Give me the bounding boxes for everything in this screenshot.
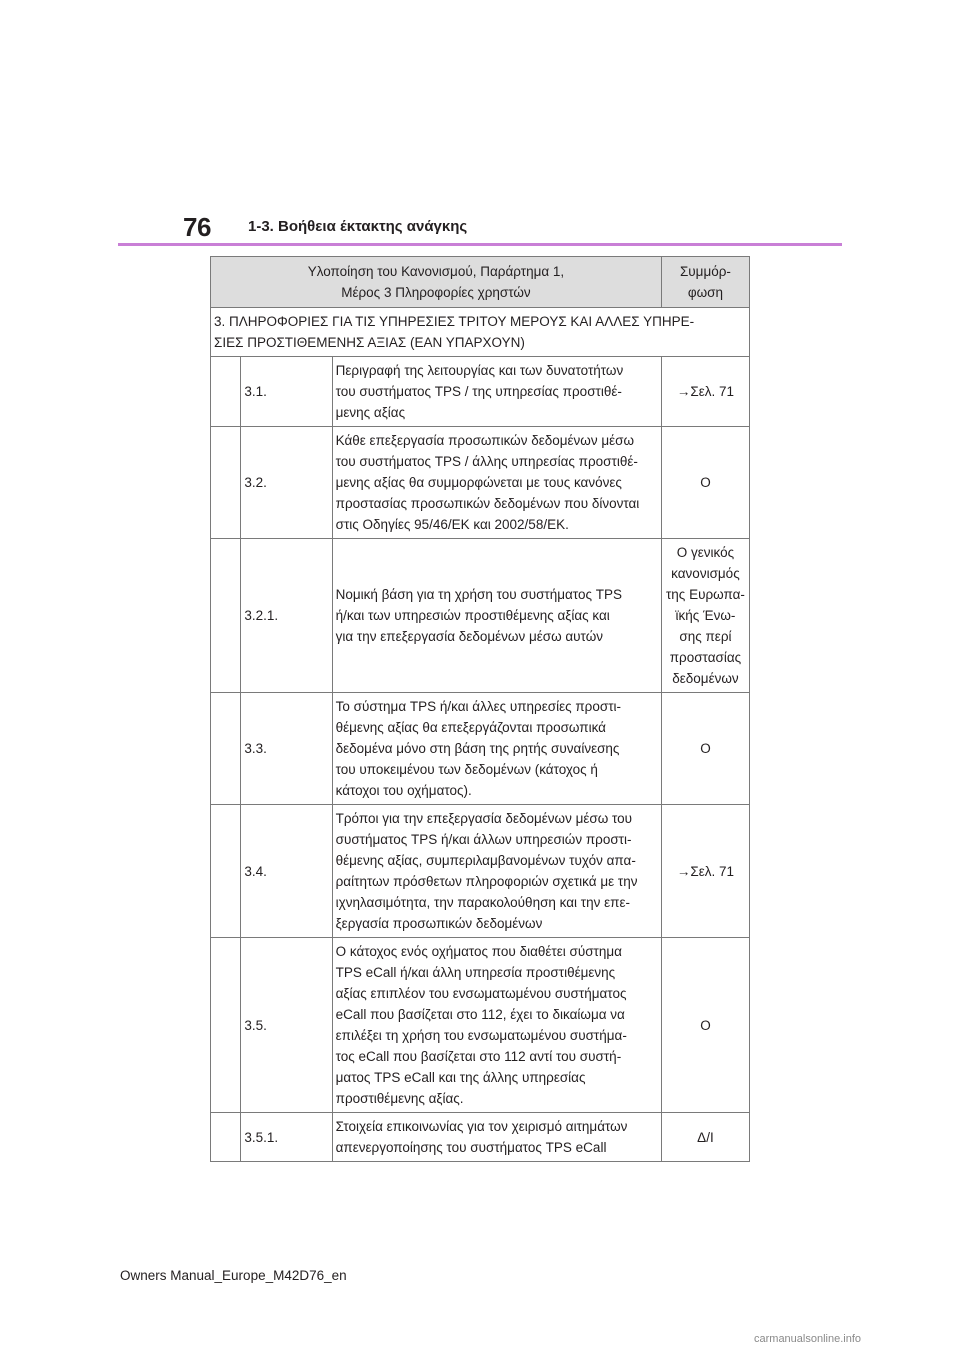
section-title: 1-3. Βοήθεια έκτακτης ανάγκης <box>248 218 468 235</box>
item-conformity: →Σελ. 71 <box>661 357 749 427</box>
item-description: Περιγραφή της λειτουργίας και των δυνατοτήτων του συστήματος TPS / της υπηρεσίας προστιθέ- μενης αξίας <box>332 357 661 427</box>
watermark: carmanualsonline.info <box>754 1333 862 1345</box>
manual-footer: Owners Manual_Europe_M42D76_en <box>120 1268 347 1283</box>
indent-cell <box>211 938 241 1113</box>
item-number: 3.5. <box>241 938 332 1113</box>
item-description: Νομική βάση για τη χρήση του συστήματος TPS ή/και των υπηρεσιών προστιθέμενης αξίας και για την επεξεργασία δεδομένων μέσω αυτών <box>332 539 661 693</box>
item-number: 3.2. <box>241 427 332 539</box>
item-number: 3.2.1. <box>241 539 332 693</box>
item-description: Ο κάτοχος ενός οχήματος που διαθέτει σύστημα TPS eCall ή/και άλλη υπηρεσία προστιθέμενης αξίας επιπλέον του ενσωματωμένου συστήματος eCall που βασίζεται στο 112, έχει το δικαίωμα να επιλέξει τη χρήση του ενσωματωμένου συστήμα- τος eCall που βασίζεται στο 112 αντί του συστή- ματος TPS eCall και της άλλης υπηρεσίας προστιθέμενης αξίας. <box>332 938 661 1113</box>
item-conformity: O <box>661 427 749 539</box>
section-heading-row <box>211 308 750 357</box>
indent-cell <box>211 427 241 539</box>
item-conformity: →Σελ. 71 <box>661 805 749 938</box>
item-conformity: O <box>661 693 749 805</box>
indent-cell <box>211 1113 241 1162</box>
table-row <box>211 693 750 805</box>
item-conformity: O <box>661 938 749 1113</box>
header-implementation: Υλοποίηση του Κανονισμού, Παράρτημα 1, Μέρος 3 Πληροφορίες χρηστών <box>211 257 662 308</box>
indent-cell <box>211 805 241 938</box>
indent-cell <box>211 539 241 693</box>
item-description: Τρόποι για την επεξεργασία δεδομένων μέσω του συστήματος TPS ή/και άλλων υπηρεσιών προστι- θέμενης αξίας, συμπεριλαμβανομένων τυχόν απα- ραίτητων πρόσθετων πληροφοριών σχετικά με την ιχνηλασιμότητα, την παρακολούθηση και την επε- ξεργασία προσωπικών δεδομένων <box>332 805 661 938</box>
item-number: 3.3. <box>241 693 332 805</box>
header-conformity: Συμμόρ- φωση <box>661 257 749 308</box>
indent-cell <box>211 357 241 427</box>
page-number: 76 <box>183 212 211 242</box>
table-row <box>211 427 750 539</box>
item-description: Το σύστημα TPS ή/και άλλες υπηρεσίες προστι- θέμενης αξίας θα επεξεργάζονται προσωπικά δεδομένα μόνο στη βάση της ρητής συναίνεσης του υποκειμένου των δεδομένων (κάτοχος ή κάτοχοι του οχήματος). <box>332 693 661 805</box>
item-conformity: Δ/Ι <box>661 1113 749 1162</box>
table-header-row <box>211 257 750 308</box>
item-description: Κάθε επεξεργασία προσωπικών δεδομένων μέσω του συστήματος TPS / άλλης υπηρεσίας προστιθέ- μενης αξίας θα συμμορφώνεται με τους κανόνες προστασίας προσωπικών δεδομένων που δίνονται στις Οδηγίες 95/46/ΕΚ και 2002/58/ΕΚ. <box>332 427 661 539</box>
item-description: Στοιχεία επικοινωνίας για τον χειρισμό αιτημάτων απενεργοποίησης του συστήματος TPS eCall <box>332 1113 661 1162</box>
indent-cell <box>211 693 241 805</box>
table-row <box>211 805 750 938</box>
regulation-info-table <box>210 256 750 1162</box>
header-divider <box>118 243 842 246</box>
item-number: 3.4. <box>241 805 332 938</box>
item-number: 3.5.1. <box>241 1113 332 1162</box>
table-row <box>211 539 750 693</box>
table-row <box>211 938 750 1113</box>
item-number: 3.1. <box>241 357 332 427</box>
table-row <box>211 357 750 427</box>
item-conformity: Ο γενικός κανονισμός της Ευρωπα- ϊκής Ένω- σης περί προστασίας δεδομένων <box>661 539 749 693</box>
table-row <box>211 1113 750 1162</box>
section-heading: 3. ΠΛΗΡΟΦΟΡΙΕΣ ΓΙΑ ΤΙΣ ΥΠΗΡΕΣΙΕΣ ΤΡΙΤΟΥ ΜΕΡΟΥΣ ΚΑΙ ΑΛΛΕΣ ΥΠΗΡΕ- ΣΙΕΣ ΠΡΟΣΤΙΘΕΜΕΝΗΣ ΑΞΙΑΣ (ΕΑΝ ΥΠΑΡΧΟΥΝ) <box>211 308 750 357</box>
